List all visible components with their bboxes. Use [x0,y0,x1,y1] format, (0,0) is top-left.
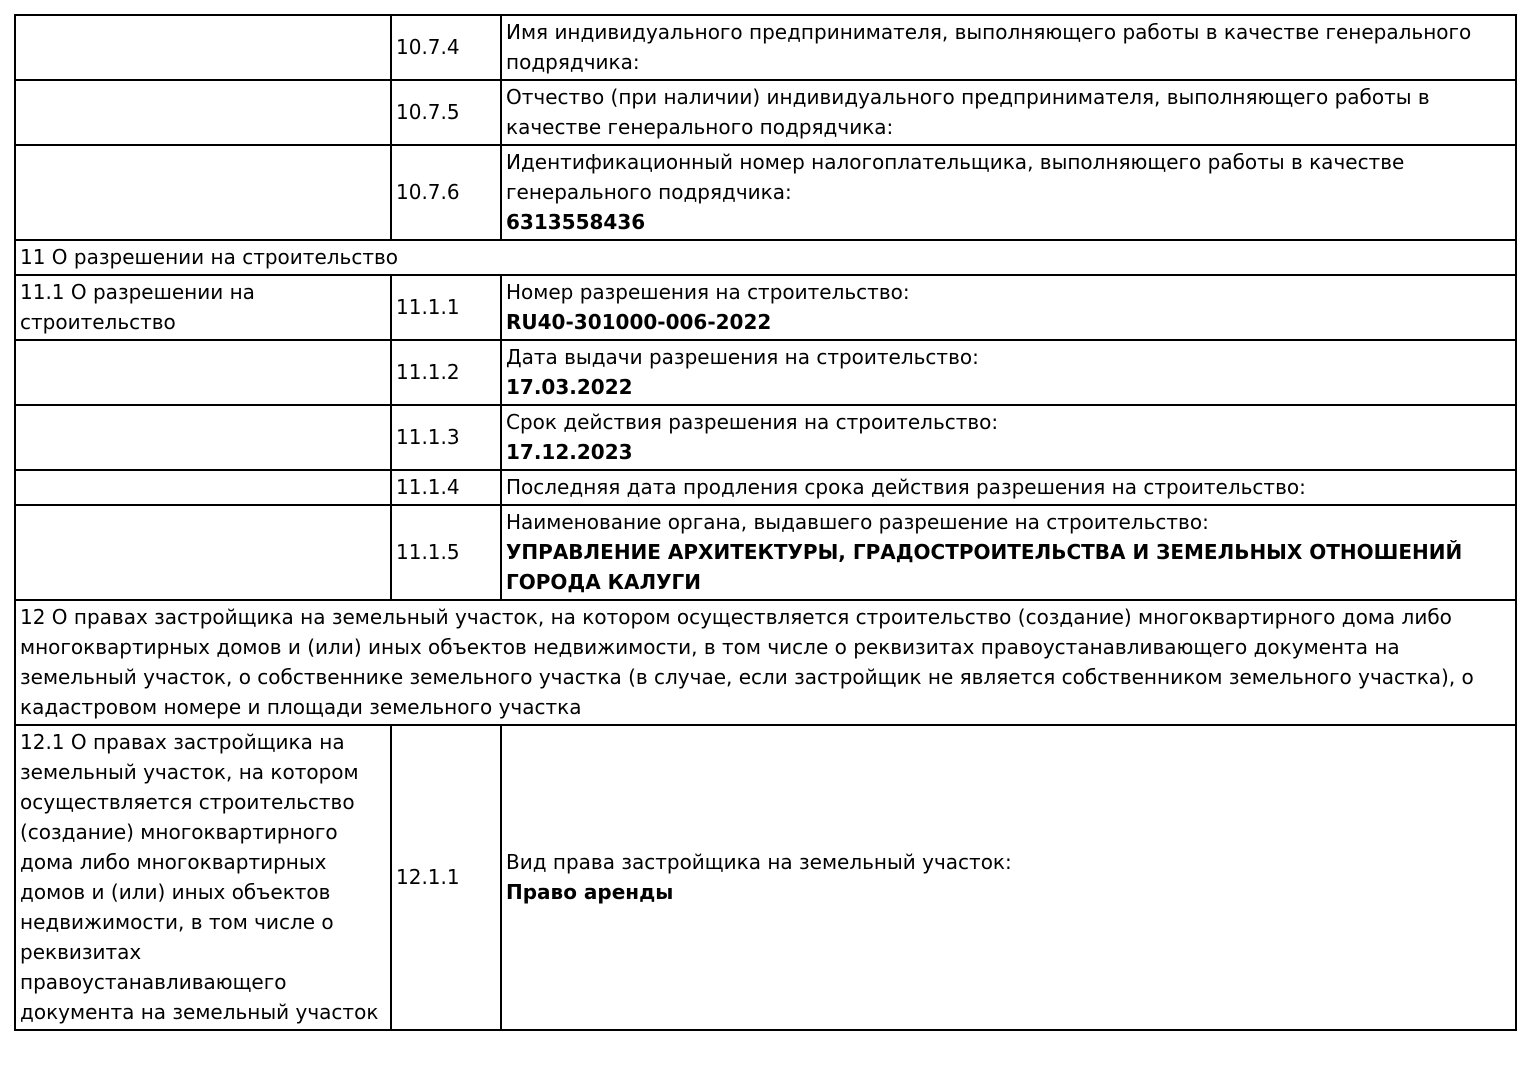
section-label-cell [15,80,391,145]
item-code-cell: 11.1.4 [391,470,501,505]
item-content-cell [501,505,1516,600]
section-header-row [15,600,1516,725]
item-row [15,80,1516,145]
field-label: Срок действия разрешения на строительство: [506,410,999,434]
item-content-cell [501,405,1516,470]
section-label-cell [15,340,391,405]
item-content-cell [501,340,1516,405]
item-content-cell [501,80,1516,145]
section-label-cell [15,505,391,600]
field-label: Идентификационный номер налогоплательщика, выполняющего работы в качестве генерального подрядчика: [506,150,1405,204]
item-row [15,470,1516,505]
item-content-cell [501,725,1516,1030]
item-row [15,725,1516,1030]
field-label: Номер разрешения на строительство: [506,280,910,304]
field-label: Имя индивидуального предпринимателя, выполняющего работы в качестве генерального подрядчика: [506,20,1472,74]
item-code-cell: 10.7.6 [391,145,501,240]
item-code-cell: 12.1.1 [391,725,501,1030]
item-code-cell: 11.1.5 [391,505,501,600]
field-value: 17.03.2022 [506,375,633,399]
item-row [15,340,1516,405]
field-label: Наименование органа, выдавшего разрешение на строительство: [506,510,1209,534]
section-header-title: 11 О разрешении на строительство [15,240,1516,275]
item-content-cell [501,15,1516,80]
field-value: 17.12.2023 [506,440,633,464]
field-label: Дата выдачи разрешения на строительство: [506,345,979,369]
item-code-cell: 10.7.4 [391,15,501,80]
field-label: Последняя дата продления срока действия разрешения на строительство: [506,475,1306,499]
field-value: Право аренды [506,880,674,904]
section-label-cell [15,405,391,470]
section-label-cell [15,15,391,80]
section-header-row [15,240,1516,275]
declaration-table [14,14,1517,1031]
field-label: Вид права застройщика на земельный участок: [506,850,1012,874]
field-value: RU40-301000-006-2022 [506,310,772,334]
field-value: 6313558436 [506,210,646,234]
item-row [15,505,1516,600]
item-code-cell: 11.1.2 [391,340,501,405]
section-label-cell: 11.1 О разрешении на строительство [15,275,391,340]
item-row [15,145,1516,240]
field-value: УПРАВЛЕНИЕ АРХИТЕКТУРЫ, ГРАДОСТРОИТЕЛЬСТВА И ЗЕМЕЛЬНЫХ ОТНОШЕНИЙ ГОРОДА КАЛУГИ [506,540,1463,594]
item-code-cell: 11.1.1 [391,275,501,340]
item-row [15,405,1516,470]
item-content-cell [501,275,1516,340]
section-label-cell: 12.1 О правах застройщика на земельный участок, на котором осуществляется строительство (создание) многоквартирного дома либо многоквартирных домов и (или) иных объектов недвижимости, в том числе о реквизитах правоустанавливающего документа на земельный участок [15,725,391,1030]
field-label: Отчество (при наличии) индивидуального предпринимателя, выполняющего работы в качестве генерального подрядчика: [506,85,1430,139]
item-row [15,15,1516,80]
declaration-table-body [15,15,1516,1030]
item-row [15,275,1516,340]
item-content-cell [501,470,1516,505]
item-code-cell: 10.7.5 [391,80,501,145]
item-code-cell: 11.1.3 [391,405,501,470]
item-content-cell [501,145,1516,240]
section-header-title: 12 О правах застройщика на земельный участок, на котором осуществляется строительство (создание) многоквартирного дома либо многоквартирных домов и (или) иных объектов недвижимости, в том числе о реквизитах правоустанавливающего документа на земельный участок, о собственнике земельного участка (в случае, если застройщик не является собственником земельного участка), о кадастровом номере и площади земельного участка [15,600,1516,725]
section-label-cell [15,145,391,240]
section-label-cell [15,470,391,505]
